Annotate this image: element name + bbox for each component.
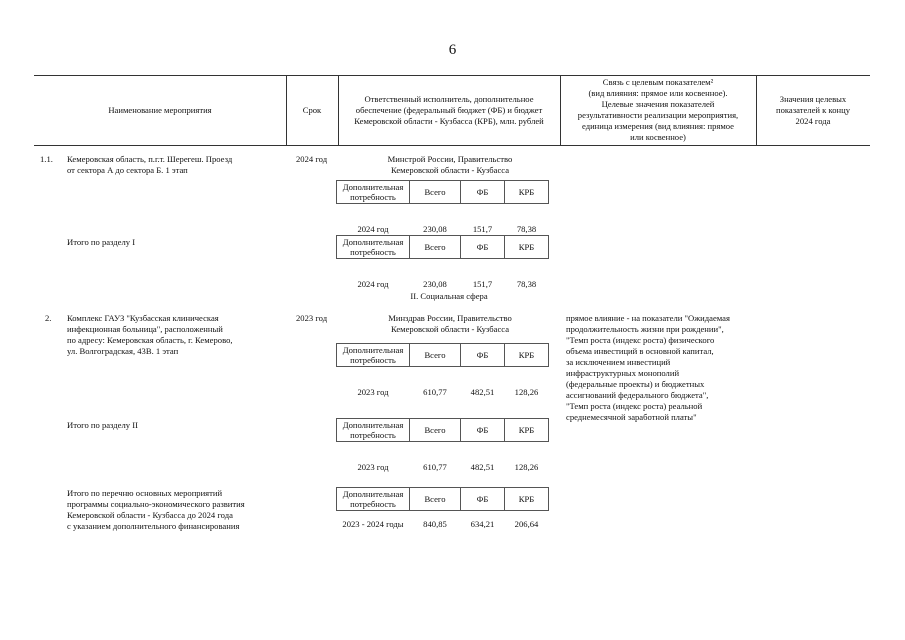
funding-fb: 151,7	[472, 279, 493, 289]
funding-total: 610,77	[423, 387, 447, 397]
funding-krb: 78,38	[516, 279, 537, 289]
row-term: 2023 год	[296, 313, 328, 323]
subtable-header: ФБ	[461, 181, 505, 204]
funding-total: 840,85	[423, 519, 447, 529]
funding-fb: 634,21	[470, 519, 495, 529]
subtable-header: Дополнительная потребность	[337, 344, 410, 367]
subtable-header: Всего	[410, 236, 461, 259]
header-executor: Ответственный исполнитель, дополнительное обеспечение (федеральный бюджет (ФБ) и бюджет Кемеровской области - Кузбасса (КРБ), млн. рублей	[354, 93, 544, 126]
funding-subtable	[336, 180, 549, 236]
funding-period: 2023 год	[357, 387, 389, 397]
subtable-header: Дополнительная потребность	[337, 181, 410, 204]
funding-krb: 78,38	[516, 224, 537, 234]
funding-fb: 482,51	[470, 462, 495, 472]
row-name: Кемеровская область, п.г.т. Шерегеш. Проезд от сектора А до сектора Б. 1 этап	[67, 154, 233, 175]
funding-period: 2023 - 2024 годы	[342, 519, 404, 529]
subtable-header: Всего	[410, 419, 461, 442]
funding-fb: 151,7	[472, 224, 493, 234]
subtable-header: КРБ	[505, 419, 549, 442]
grand-total-label: Итого по перечню основных мероприятий программы социально-экономического развития Кемеровской области - Кузбасса до 2024 года с указанием дополнительного финансирования	[67, 488, 245, 531]
funding-total: 230,08	[423, 224, 447, 234]
row-number: 2.	[45, 313, 52, 323]
header-bottom-border	[34, 145, 870, 146]
subtable-header: КРБ	[505, 344, 549, 367]
row-term: 2024 год	[296, 154, 328, 164]
section-total-label: Итого по разделу II	[67, 420, 138, 430]
subtable-header: Дополнительная потребность	[337, 419, 410, 442]
funding-total: 610,77	[423, 462, 447, 472]
subtable-header: ФБ	[461, 344, 505, 367]
row-executor: Минстрой России, Правительство Кемеровской области - Кузбасса	[387, 154, 513, 175]
funding-krb: 206,64	[514, 519, 539, 529]
subtable-header: Дополнительная потребность	[337, 488, 410, 511]
header-link: Связь с целевым показателем² (вид влияния: прямое или косвенное). Целевые значения показателей результативности реализации мероприятия, единица измерения (вид влияния: прямое или косвенное)	[577, 77, 739, 142]
funding-subtable	[336, 418, 549, 474]
funding-subtable	[336, 343, 549, 399]
header-values: Значения целевых показателей к концу 2024 года	[775, 93, 850, 126]
funding-period: 2023 год	[357, 462, 389, 472]
subtable-header: Всего	[410, 344, 461, 367]
subtable-header: Дополнительная потребность	[337, 236, 410, 259]
section-total-label: Итого по разделу I	[67, 237, 136, 247]
subtable-header: ФБ	[461, 236, 505, 259]
row-name: Комплекс ГАУЗ "Кузбасская клиническая инфекционная больница", расположенный по адресу: Кемеровская область, г. Кемерово, ул. Волгоградская, 43В. 1 этап	[67, 313, 233, 356]
funding-total: 230,08	[423, 279, 447, 289]
funding-subtable	[336, 487, 549, 531]
subtable-header: Всего	[410, 181, 461, 204]
row-executor: Минздрав России, Правительство Кемеровской области - Кузбасса	[388, 313, 512, 334]
subtable-header: КРБ	[505, 488, 549, 511]
page-number: 6	[448, 42, 457, 58]
funding-fb: 482,51	[470, 387, 495, 397]
section-title: II. Социальная сфера	[410, 291, 488, 301]
funding-period: 2024 год	[357, 279, 389, 289]
subtable-header: ФБ	[461, 419, 505, 442]
subtable-header: ФБ	[461, 488, 505, 511]
funding-krb: 128,26	[514, 462, 539, 472]
funding-krb: 128,26	[514, 387, 539, 397]
target-indicator-link: прямое влияние - на показатели "Ожидаемая продолжительность жизни при рождении", "Темп роста (индекс роста) физического объема инвестиций в основной капитал, за исключением инвестиций инфраструктурных монополий (федеральные проекты) и бюджетных ассигнований федерального бюджета", "Темп роста (индекс роста) реальной среднемесячной заработной платы"	[566, 313, 730, 422]
header-name: Наименование мероприятия	[108, 104, 212, 115]
subtable-header: КРБ	[505, 236, 549, 259]
header-term: Срок	[302, 104, 322, 115]
subtable-header: КРБ	[505, 181, 549, 204]
funding-period: 2024 год	[357, 224, 389, 234]
row-number: 1.1.	[40, 154, 53, 164]
subtable-header: Всего	[410, 488, 461, 511]
funding-subtable	[336, 235, 549, 291]
